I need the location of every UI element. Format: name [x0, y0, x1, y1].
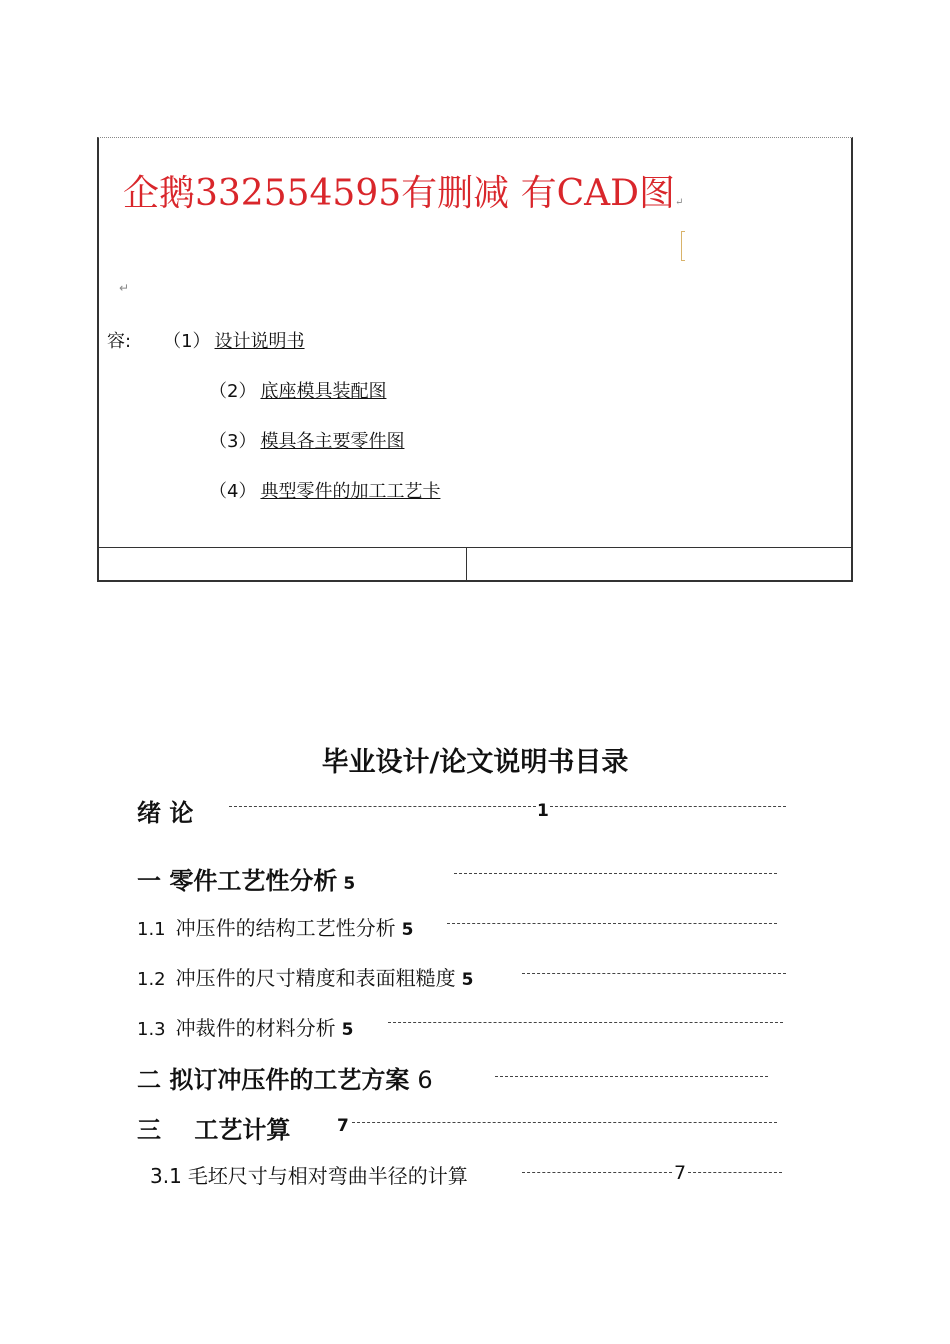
content-link[interactable]: 模具各主要零件图: [260, 431, 405, 452]
content-link[interactable]: 设计说明书: [214, 331, 305, 352]
cover-frame: [97, 137, 853, 582]
toc-leader: [495, 1076, 768, 1077]
toc-page-number: 7: [674, 1162, 687, 1184]
toc-title: 毕业设计/论文说明书目录: [321, 747, 629, 778]
content-item-3: （3） 模具各主要零件图: [209, 431, 405, 452]
toc-entry[interactable]: 1.3 冲裁件的材料分析 5: [137, 1016, 354, 1040]
toc-leader: [388, 1022, 783, 1023]
toc-entry[interactable]: 绪 论: [137, 799, 194, 827]
content-link[interactable]: 底座模具装配图: [260, 381, 387, 402]
text-cursor-icon: [681, 231, 685, 261]
paragraph-mark-icon: ↵: [675, 197, 684, 208]
toc-leader: [522, 973, 786, 974]
toc-page-number: 5: [341, 1020, 354, 1040]
content-label: 容:: [107, 331, 132, 352]
toc-leader: [447, 923, 777, 924]
content-link[interactable]: 典型零件的加工工艺卡: [260, 481, 441, 502]
toc-entry[interactable]: 一 零件工艺性分析 5: [137, 867, 356, 895]
toc-entry[interactable]: 1.2 冲压件的尺寸精度和表面粗糙度 5: [137, 966, 474, 990]
toc-page-number: 5: [461, 970, 474, 990]
toc-entry[interactable]: 二 拟订冲压件的工艺方案 6: [137, 1066, 433, 1094]
table-bottom-row: [99, 547, 851, 581]
toc-page-number: 7: [337, 1116, 349, 1136]
toc-leader: [522, 1172, 672, 1173]
toc-leader: [352, 1122, 777, 1123]
toc-page-number: 6: [417, 1066, 433, 1094]
toc-leader: [229, 806, 536, 807]
toc-page-number: 1: [537, 801, 549, 821]
toc-leader: [688, 1172, 782, 1173]
toc-page-number: 5: [343, 874, 356, 894]
content-item-4: （4） 典型零件的加工工艺卡: [209, 481, 441, 502]
content-item-2: （2） 底座模具装配图: [209, 381, 387, 402]
paragraph-mark-icon: ↵: [119, 281, 130, 295]
toc-entry[interactable]: 1.1 冲压件的结构工艺性分析 5: [137, 916, 414, 940]
watermark-banner: 企鹅332554595有删减 有CAD图↵: [123, 173, 684, 214]
toc-entry[interactable]: 3.1 毛坯尺寸与相对弯曲半径的计算: [150, 1164, 468, 1188]
toc-leader: [550, 806, 786, 807]
content-item-1: 容: （1） 设计说明书: [107, 331, 305, 352]
toc-page-number: 5: [401, 920, 414, 940]
toc-entry[interactable]: 三 工艺计算: [137, 1116, 291, 1144]
cell-divider: [466, 548, 467, 581]
toc-leader: [454, 873, 777, 874]
